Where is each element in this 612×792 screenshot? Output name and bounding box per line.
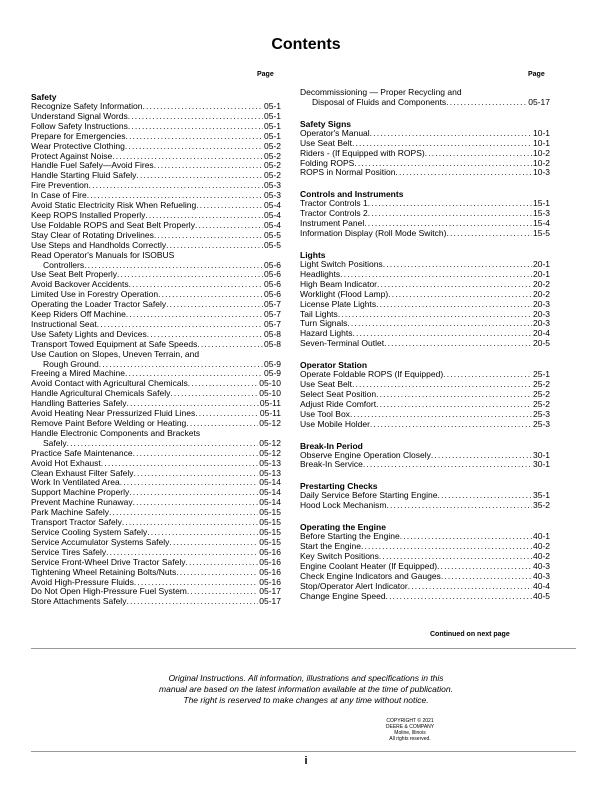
toc-entry-page: 05-12 (259, 437, 281, 448)
toc-entry-title: Avoid Hot Exhaust (31, 457, 101, 468)
copyright-line: COPYRIGHT © 2021 (386, 718, 434, 724)
dot-leader (446, 98, 527, 108)
toc-entry[interactable] (300, 501, 550, 511)
toc-entry-page: 15-3 (532, 208, 550, 219)
toc-entry-page: 05-4 (263, 200, 281, 211)
toc-entry[interactable] (31, 568, 281, 578)
dot-leader (195, 409, 259, 419)
toc-entry-title: ROPS in Normal Position (300, 167, 396, 178)
toc-left-column (31, 92, 281, 618)
toc-entry-page: 05-17 (259, 596, 281, 607)
toc-entry-page: 10-1 (532, 137, 550, 148)
toc-entry-page: 20-3 (532, 308, 550, 319)
toc-entry-title: Avoid Heating Near Pressurized Fluid Lines (31, 408, 196, 419)
toc-entry-title: Freeing a Mired Machine (31, 368, 126, 379)
toc-entry[interactable] (300, 98, 550, 108)
toc-entry-page: 05-14 (259, 497, 281, 508)
toc-entry-line[interactable]: Use Caution on Slopes, Uneven Terrain, and (31, 348, 200, 359)
toc-entry-page: 40-2 (532, 551, 550, 561)
toc-section (300, 360, 550, 429)
toc-entry-page: 05-4 (263, 209, 281, 220)
dot-leader (388, 290, 532, 300)
publication-notice (0, 673, 612, 706)
toc-entry-page: 05-15 (259, 507, 281, 518)
notice-line: Original Instructions. All information, illustrations and specifications in this (168, 673, 444, 683)
dot-leader (187, 587, 258, 597)
toc-entry-page: 40-5 (532, 590, 550, 601)
section-title: Lights (300, 249, 326, 260)
toc-entry-page: 20-1 (532, 268, 550, 279)
dot-leader (377, 280, 532, 290)
copyright-block (370, 718, 450, 742)
toc-entry-page: 05-1 (263, 130, 281, 141)
toc-entry-page: 05-9 (263, 358, 281, 369)
toc-entry-title: Check Engine Indicators and Gauges (300, 570, 441, 581)
toc-entry-page: 05-13 (259, 457, 281, 468)
toc-entry-page: 05-10 (259, 388, 281, 399)
toc-entry-page: 05-4 (263, 219, 281, 230)
section-title: Break-In Period (300, 440, 363, 451)
toc-entry-title: Keep Riders Off Machine (31, 309, 126, 320)
toc-section (300, 250, 550, 349)
toc-entry-title: Keep ROPS Installed Properly (31, 209, 146, 220)
toc-entry-page: 05-3 (263, 190, 281, 201)
dot-leader (338, 310, 532, 320)
toc-entry-title: Disposal of Fluids and Components (312, 96, 447, 107)
toc-entry-title: Operate Foldable ROPS (If Equipped) (300, 369, 444, 380)
toc-entry-title: Stop/Operator Alert Indicator (300, 580, 408, 591)
toc-entry-line[interactable]: Read Operator's Manuals for ISOBUS (31, 249, 175, 260)
toc-entry-page: 20-2 (532, 278, 550, 289)
dot-leader (347, 319, 532, 329)
dot-leader (441, 572, 532, 582)
toc-entry-title: Use Seat Belt Properly (31, 269, 117, 280)
toc-entry-title: Before Starting the Engine (300, 531, 400, 542)
toc-section (300, 481, 550, 511)
toc-entry-page: 05-2 (263, 140, 281, 151)
toc-entry-page: 05-17 (259, 586, 281, 597)
toc-entry-page: 35-2 (532, 500, 550, 511)
toc-entry-page: 05-11 (259, 408, 281, 419)
toc-entry-title: Turn Signals (300, 318, 348, 329)
toc-section (300, 441, 550, 471)
dot-leader (128, 112, 263, 122)
dot-leader (361, 542, 532, 552)
toc-entry[interactable] (300, 420, 550, 430)
toc-entry[interactable] (300, 339, 550, 349)
toc-entry-page: 05-5 (263, 239, 281, 250)
dot-leader (126, 597, 258, 607)
toc-entry[interactable] (300, 229, 550, 239)
toc-entry-title: Riders - (If Equipped with ROPS) (300, 147, 425, 158)
page-column-header-right: Page (528, 71, 545, 78)
dot-leader (143, 102, 263, 112)
toc-entry-title: Service Accumulator Systems Safely (31, 536, 170, 547)
dot-leader (170, 389, 258, 399)
dot-leader (126, 310, 263, 320)
toc-entry-page: 05-13 (259, 467, 281, 478)
toc-entry-page: 15-4 (532, 218, 550, 229)
toc-entry-page: 20-1 (532, 258, 550, 269)
toc-entry-page: 10-2 (532, 147, 550, 158)
toc-entry-title: Fire Prevention (31, 180, 89, 191)
toc-entry-title: Hazard Lights (300, 328, 353, 339)
toc-entry[interactable] (300, 168, 550, 178)
toc-entry-title: Use Mobile Holder (300, 418, 370, 429)
dot-leader (126, 132, 263, 142)
toc-entry-page: 05-7 (263, 299, 281, 310)
dot-leader (134, 469, 259, 479)
toc-entry-title: Seven-Terminal Outlet (300, 338, 385, 349)
page-column-header-left: Page (257, 71, 274, 78)
toc-entry-title: Tail Lights (300, 308, 338, 319)
dot-leader (166, 241, 263, 251)
toc-entry-title: Transport Towed Equipment at Safe Speeds (31, 338, 198, 349)
toc-entry-title: Adjust Ride Comfort (300, 398, 377, 409)
toc-entry-title: Operator's Manual (300, 127, 370, 138)
copyright-line: DEERE & COMPANY (385, 724, 435, 730)
toc-entry-title: Avoid Backover Accidents (31, 279, 129, 290)
toc-entry-line[interactable]: Handle Electronic Components and Brackets (31, 427, 201, 438)
dot-leader (352, 380, 532, 390)
dot-leader (384, 339, 532, 349)
toc-entry-title: Protect Against Noise (31, 150, 113, 161)
toc-entry-page: 40-1 (532, 531, 550, 542)
toc-entry-title: Store Attachments Safely (31, 596, 127, 607)
toc-entry-title: Recognize Safety Information (31, 101, 143, 111)
toc-entry-page: 05-16 (259, 556, 281, 567)
section-title: Prestarting Checks (300, 481, 378, 492)
dot-leader (154, 231, 263, 241)
page-number: i (304, 755, 308, 767)
toc-entry-page: 40-3 (532, 560, 550, 571)
dot-leader (368, 209, 532, 219)
dot-leader (386, 501, 532, 511)
toc-entry-title: Avoid High-Pressure Fluids (31, 576, 134, 587)
dot-leader (395, 168, 532, 178)
dot-leader (408, 582, 532, 592)
toc-entry-page: 25-1 (532, 369, 550, 380)
toc-entry-page: 05-15 (259, 526, 281, 537)
toc-entry-title: Hood Lock Mechanism (300, 500, 387, 511)
toc-entry-page: 25-3 (532, 418, 550, 429)
dot-leader (370, 129, 532, 139)
toc-entry-page: 05-14 (259, 477, 281, 488)
dot-leader (400, 532, 532, 542)
toc-entry-title: Limited Use in Forestry Operation (31, 289, 159, 300)
dot-leader (120, 478, 259, 488)
toc-entry-title: Folding ROPS (300, 157, 355, 168)
toc-section (300, 522, 550, 601)
toc-entry-title: Transport Tractor Safely (31, 517, 122, 528)
toc-entry-page: 05-2 (263, 160, 281, 171)
toc-entry-title: License Plate Lights (300, 298, 377, 309)
toc-entry-page: 05-17 (528, 96, 550, 107)
dot-leader (386, 592, 532, 602)
toc-entry-title: Understand Signal Words (31, 110, 128, 121)
toc-entry-page: 20-5 (532, 338, 550, 349)
toc-entry-title: Avoid Contact with Agricultural Chemicals (31, 378, 188, 389)
dot-leader (109, 508, 258, 518)
toc-entry-title: Practice Safe Maintenance (31, 447, 133, 458)
copyright-line: Moline, Illinois (394, 730, 426, 736)
toc-entry-page: 05-15 (259, 536, 281, 547)
toc-entry-page: 10-3 (532, 167, 550, 178)
toc-entry-page: 05-1 (263, 120, 281, 131)
toc-entry-title: Avoid Static Electricity Risk When Refueling (31, 200, 197, 211)
toc-entry-title: Key Switch Positions (300, 551, 379, 561)
toc-entry[interactable] (31, 597, 281, 607)
toc-entry-title: Use Safety Lights and Devices (31, 328, 147, 339)
dot-leader (154, 161, 263, 171)
toc-entry-page: 10-2 (532, 157, 550, 168)
toc-entry-title: Light Switch Positions (300, 258, 383, 269)
continued-note: Continued on next page (430, 631, 510, 638)
toc-entry-page: 40-2 (532, 541, 550, 552)
toc-entry-page: 20-2 (532, 288, 550, 299)
dot-leader (446, 229, 532, 239)
toc-entry-title: Break-In Service (300, 459, 363, 470)
dot-leader (89, 181, 263, 191)
toc-entry-title: Rough Ground (43, 358, 99, 369)
dot-leader (166, 300, 263, 310)
divider-top (31, 648, 576, 649)
dot-leader (376, 390, 532, 400)
toc-entry-page: 05-8 (263, 328, 281, 339)
toc-entry-title: Use Foldable ROPS and Seat Belt Properly (31, 219, 195, 230)
toc-entry-title: Use Tool Box (300, 408, 350, 419)
toc-entry-page: 25-2 (532, 398, 550, 409)
toc-entry-title: High Beam Indicator (300, 278, 378, 289)
section-title: Safety Signs (300, 118, 352, 129)
toc-entry-page: 25-3 (532, 408, 550, 419)
toc-entry-page: 05-12 (259, 447, 281, 458)
toc-entry-title: Change Engine Speed (300, 590, 386, 601)
toc-entry-page: 05-3 (263, 180, 281, 191)
toc-entry-page: 05-9 (263, 368, 281, 379)
toc-entry-page: 40-4 (532, 580, 550, 591)
dot-leader (176, 568, 258, 578)
toc-entry-title: Handle Agricultural Chemicals Safely (31, 388, 171, 399)
copyright-line: All rights reserved. (389, 736, 431, 742)
toc-entry-page: 20-3 (532, 298, 550, 309)
section-title: Controls and Instruments (300, 189, 404, 200)
toc-entry-title: Tractor Controls 1 (300, 198, 368, 209)
dot-leader (117, 270, 263, 280)
toc-entry[interactable] (300, 592, 550, 602)
toc-entry-title: Handle Fuel Safely—Avoid Fires (31, 160, 154, 171)
toc-entry-title: Tractor Controls 2 (300, 208, 368, 219)
toc-entry-page: 30-1 (532, 459, 550, 470)
toc-section (300, 189, 550, 239)
toc-entry-page: 05-16 (259, 566, 281, 577)
notice-line: The right is reserved to make changes at any time without notice. (183, 695, 429, 705)
toc-entry-title: Tightening Wheel Retaining Bolts/Nuts (31, 566, 177, 577)
toc-entry-page: 20-3 (532, 318, 550, 329)
toc-entry-page: 05-2 (263, 150, 281, 161)
toc-entry-page: 15-1 (532, 198, 550, 209)
toc-entry-page: 15-5 (532, 228, 550, 239)
toc-entry-page: 05-5 (263, 229, 281, 240)
toc-entry-page: 30-1 (532, 449, 550, 460)
toc-entry-line[interactable]: Decommissioning — Proper Recycling and (300, 87, 462, 97)
toc-entry-page: 40-3 (532, 570, 550, 581)
toc-entry-title: Select Seat Position (300, 388, 377, 399)
dot-leader (350, 410, 532, 420)
toc-section (300, 119, 550, 179)
toc-section (31, 92, 281, 607)
dot-leader (376, 400, 532, 410)
toc-entry-page: 10-1 (532, 127, 550, 138)
toc-entry[interactable] (300, 300, 550, 310)
toc-entry-title: Service Cooling System Safely (31, 526, 148, 537)
toc-entry-title: Work In Ventilated Area (31, 477, 120, 488)
dot-leader (197, 340, 263, 350)
toc-entry-page: 05-16 (259, 576, 281, 587)
section-title: Safety (31, 92, 57, 102)
dot-leader (437, 562, 532, 572)
toc-entry-page: 05-7 (263, 309, 281, 320)
toc-entry-page: 05-7 (263, 318, 281, 329)
toc-entry-page: 25-2 (532, 379, 550, 390)
toc-entry-title: Service Front-Wheel Drive Tractor Safely (31, 556, 186, 567)
dot-leader (128, 122, 263, 132)
toc-entry-title: Service Tires Safely (31, 546, 107, 557)
dot-leader (188, 379, 259, 389)
toc-entry-title: Engine Coolant Heater (If Equipped) (300, 560, 438, 571)
toc-entry-title: Follow Safety Instructions (31, 120, 128, 131)
toc-entry-title: Clean Exhaust Filter Safely (31, 467, 134, 478)
toc-entry-title: Start the Engine (300, 541, 361, 552)
toc-entry-title: Information Display (Roll Mode Switch) (300, 228, 447, 239)
toc-entry-title: Do Not Open High-Pressure Fuel System (31, 586, 187, 597)
toc-entry-title: Use Steps and Handholds Correctly (31, 239, 167, 250)
toc-entry-title: Use Seat Belt (300, 379, 352, 390)
dot-leader (196, 201, 263, 211)
toc-entry-title: Instrument Panel (300, 218, 365, 229)
page-title: Contents (271, 36, 341, 53)
toc-entry-page: 05-15 (259, 517, 281, 528)
toc-section (300, 88, 550, 108)
toc-entry-title: In Case of Fire (31, 190, 87, 201)
dot-leader (376, 300, 532, 310)
toc-entry-title: Prepare for Emergencies (31, 130, 126, 141)
toc-entry-page: 05-6 (263, 279, 281, 290)
notice-line: manual are based on the latest information available at the time of publication. (159, 684, 453, 694)
toc-entry-title: Safely (43, 437, 67, 448)
toc-entry-page: 25-2 (532, 388, 550, 399)
dot-leader (133, 498, 259, 508)
toc-entry-page: 05-11 (259, 398, 281, 409)
section-title: Operator Station (300, 360, 368, 371)
toc-entry-title: Remove Paint Before Welding or Heating (31, 418, 187, 428)
toc-entry-title: Daily Service Before Starting Engine (300, 490, 438, 501)
dot-leader (158, 290, 263, 300)
dot-leader (368, 199, 532, 209)
toc-entry-page: 05-10 (259, 378, 281, 389)
toc-right-column (300, 88, 550, 613)
dot-leader (195, 221, 263, 231)
toc-entry-title: Handle Starting Fluid Safely (31, 170, 137, 181)
toc-entry-title: Prevent Machine Runaway (31, 497, 133, 508)
toc-entry-page: 05-1 (263, 110, 281, 121)
dot-leader (185, 558, 258, 568)
dot-leader (425, 149, 532, 159)
toc-entry-title: Worklight (Flood Lamp) (300, 288, 389, 299)
toc-entry-title: Stay Clear of Rotating Drivelines (31, 229, 154, 240)
dot-leader (169, 538, 258, 548)
toc-entry-title: Use Seat Belt (300, 137, 352, 148)
toc-entry-page: 05-14 (259, 487, 281, 498)
toc-entry-page: 05-16 (259, 546, 281, 557)
toc-entry-title: Controllers (43, 259, 85, 270)
dot-leader (438, 491, 532, 501)
dot-leader (136, 171, 263, 181)
toc-entry-title: Handling Batteries Safely (31, 398, 127, 409)
toc-entry-page: 05-6 (263, 259, 281, 270)
toc-entry-title: Park Machine Safely (31, 507, 109, 518)
dot-leader (370, 420, 532, 430)
dot-leader (125, 142, 263, 152)
toc-entry-page: 05-12 (259, 418, 281, 428)
divider-bottom (31, 751, 576, 752)
toc-entry-page: 05-6 (263, 269, 281, 280)
dot-leader (383, 260, 532, 270)
toc-entry-page: 05-6 (263, 289, 281, 300)
toc-entry-title: Headlights (300, 268, 341, 279)
toc-entry-title: Operating the Loader Tractor Safely (31, 299, 167, 310)
toc-entry-title: Wear Protective Clothing (31, 140, 125, 151)
toc-entry-page: 35-1 (532, 490, 550, 501)
dot-leader (431, 451, 532, 461)
toc-entry-page: 20-4 (532, 328, 550, 339)
toc-entry-page: 05-1 (263, 101, 281, 111)
toc-entry-title: Instructional Seat (31, 318, 97, 329)
toc-entry-page: 05-2 (263, 170, 281, 181)
dot-leader (443, 370, 532, 380)
section-title: Operating the Engine (300, 522, 386, 533)
toc-entry[interactable] (300, 460, 550, 470)
dot-leader (129, 488, 258, 498)
toc-entry-title: Observe Engine Operation Closely (300, 449, 431, 460)
toc-entry-title: Support Machine Properly (31, 487, 130, 498)
dot-leader (363, 460, 532, 470)
dot-leader (133, 449, 259, 459)
toc-entry-page: 05-8 (263, 338, 281, 349)
